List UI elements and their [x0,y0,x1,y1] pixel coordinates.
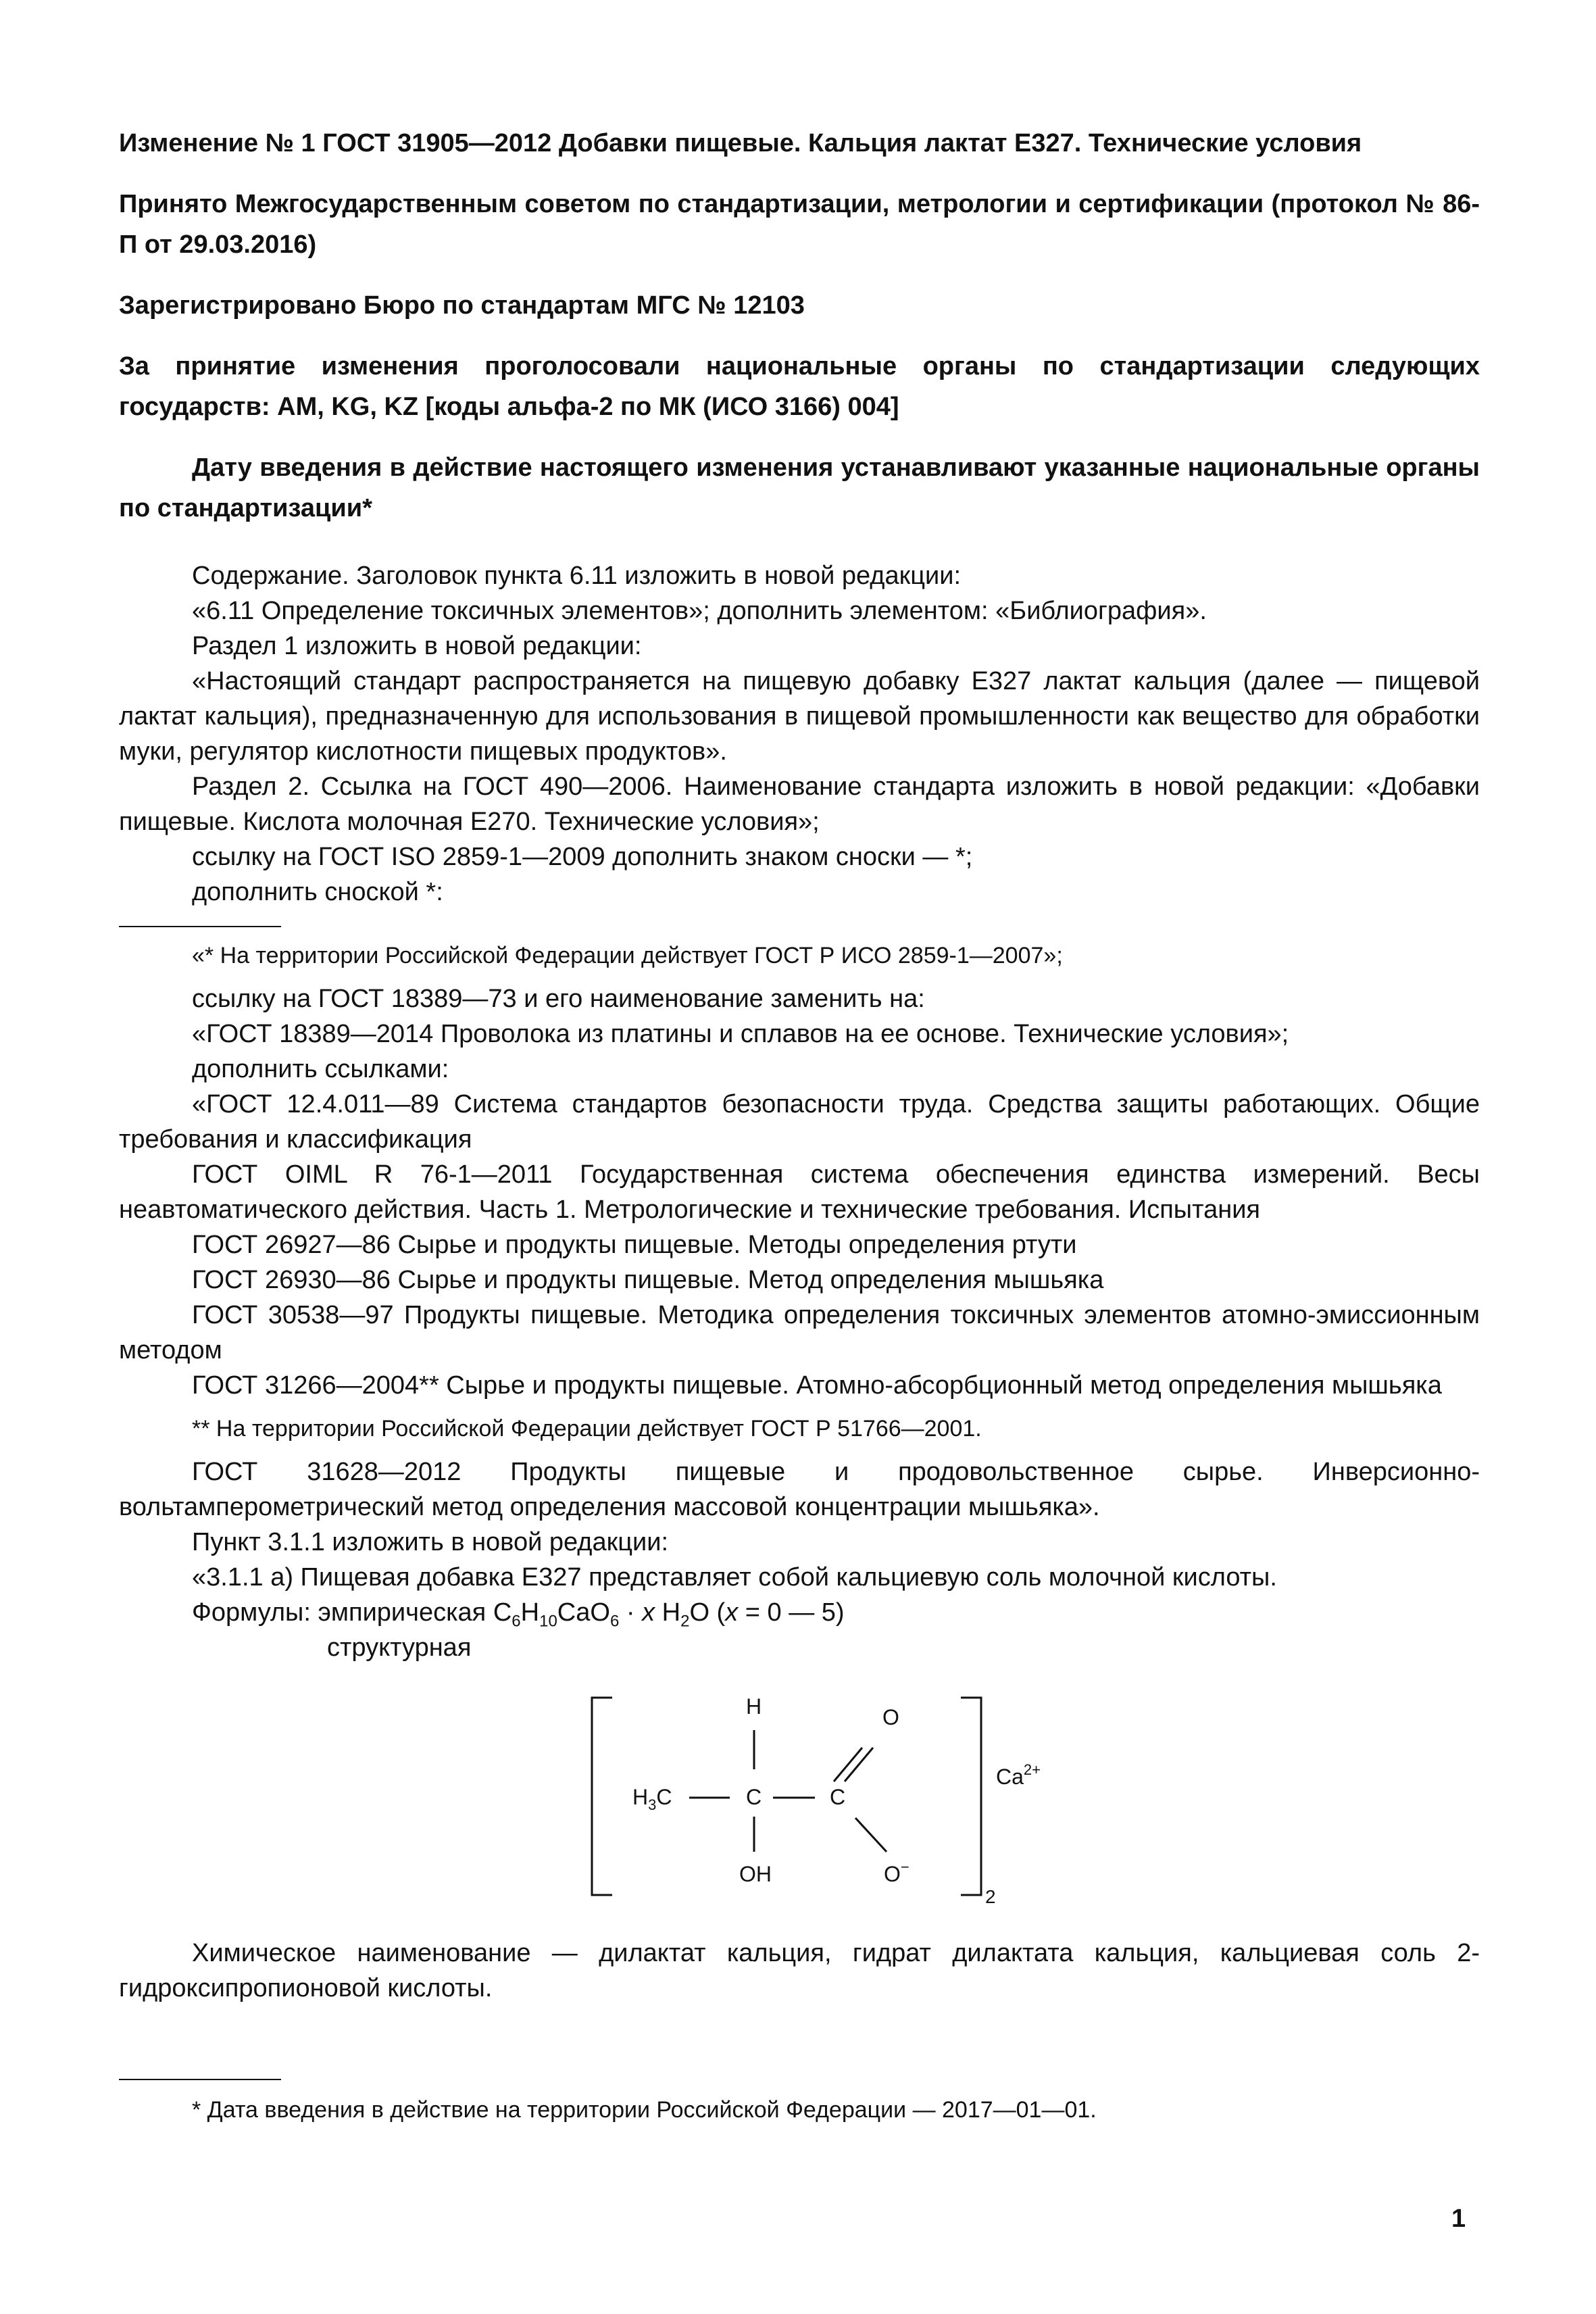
paragraph: Химическое наименование — дилактат кальция, гидрат дилактата кальция, кальциевая соль 2-гидроксипропионовой кислоты. [119,1939,1480,2002]
left-bracket [592,1698,612,1895]
structural-formula [119,1685,1480,1909]
registration-statement: Зарегистрировано Бюро по стандартам МГС № 12103 [119,291,805,320]
page-number: 1 [1451,2205,1466,2233]
footnote-text: * Дата введения в действие на территории Российской Федерации — 2017—01—01. [192,2097,1097,2123]
page-content [119,123,1480,2006]
paragraph: Пункт 3.1.1 изложить в новой редакции: [192,1528,669,1556]
paragraph: дополнить сноской *: [192,878,443,906]
atom-h3c: $H_3C$ [632,1785,672,1813]
amendment-title: Изменение № 1 ГОСТ 31905—2012 Добавки пищевые. Кальция лактат E327. Технические условия [119,129,1362,157]
paragraph: «Настоящий стандарт распространяется на пищевую добавку E327 лактат кальция (далее — пищевой лактат кальция), предназначенную для использования в пищевой промышленности как вещество для обработки муки, регулятор кислотности пищевых продуктов». [119,667,1480,766]
footnote-divider [119,2079,281,2080]
structural-label: структурная [327,1633,472,1662]
formula-label: Формулы: эмпирическая [192,1598,493,1627]
paragraph: ГОСТ 31266—2004** Сырье и продукты пищевые. Атомно-абсорбционный метод определения мышьяка [192,1371,1442,1400]
paragraph: ГОСТ 26927—86 Сырье и продукты пищевые. Методы определения ртути [192,1231,1077,1259]
paragraph: ссылку на ГОСТ ISO 2859-1—2009 дополнить знаком сноски — *; [192,843,973,871]
paragraph: дополнить ссылками: [192,1055,449,1083]
paragraph: ГОСТ 31628—2012 Продукты пищевые и продовольственное сырье. Инверсионно-вольтамперометрический метод определения массовой концентрации мышьяка». [119,1458,1480,1521]
paragraph: «ГОСТ 12.4.011—89 Система стандартов безопасности труда. Средства защиты работающих. Общие требования и классификация [119,1090,1480,1154]
paragraph: «ГОСТ 18389—2014 Проволока из платины и сплавов на ее основе. Технические условия»; [192,1020,1289,1048]
atom-h: H [746,1694,762,1719]
empirical-formula-line: Формулы: эмпирическая $C_6H_{10}CaO_6 \cdot x$ $H_2O$ (x = 0 — 5) [192,1598,845,1631]
page-footnote [119,2079,1480,2126]
atom-o-top: O [882,1705,899,1729]
atom-o-minus: O− [884,1858,909,1886]
amendment-header [119,123,1480,528]
atom-c1: C [746,1785,762,1809]
atom-c2: C [830,1785,846,1809]
adoption-statement: Принято Межгосударственным советом по стандартизации, метрологии и сертификации (протокол № 86-П от 29.03.2016) [119,190,1480,259]
paragraph: ГОСТ OIML R 76-1—2011 Государственная система обеспечения единства измерений. Весы неавтоматического действия. Часть 1. Метрологические и технические требования. Испытания [119,1160,1480,1224]
paragraph: Раздел 2. Ссылка на ГОСТ 490—2006. Наименование стандарта изложить в новой редакции: «Добавки пищевые. Кислота молочная E270. Технические условия»; [119,772,1480,836]
bracket-subscript: 2 [985,1886,996,1907]
paragraph: «6.11 Определение токсичных элементов»; дополнить элементом: «Библиография». [192,597,1207,625]
atom-oh: OH [739,1862,772,1886]
paragraph: ГОСТ 26930—86 Сырье и продукты пищевые. Метод определения мышьяка [192,1266,1104,1294]
inline-footnote: «* На территории Российской Федерации действует ГОСТ Р ИСО 2859-1—2007»; [192,943,1063,968]
bond-c-ominus [855,1818,887,1852]
voting-statement: За принятие изменения проголосовали национальные органы по стандартизации следующих государств: AM, KG, KZ [коды альфа-2 по МК (ИСО 3166) 004] [119,352,1480,421]
paragraph: Содержание. Заголовок пункта 6.11 изложить в новой редакции: [192,562,962,590]
structural-formula-drawing [119,1685,1480,1909]
footnote-divider [119,926,281,927]
amendment-body [119,558,1480,2006]
paragraph: Раздел 1 изложить в новой редакции: [192,632,642,660]
paragraph: ГОСТ 30538—97 Продукты пищевые. Методика определения токсичных элементов атомно-эмиссионным методом [119,1301,1480,1364]
inline-footnote: ** На территории Российской Федерации действует ГОСТ Р 51766—2001. [192,1416,982,1442]
calcium-ion: $Ca^{2+}$ [996,1761,1041,1789]
effective-date-note: Дату введения в действие настоящего изменения устанавливают указанные национальные органы по стандартизации* [119,453,1480,522]
paragraph: «3.1.1 а) Пищевая добавка E327 представляет собой кальциевую соль молочной кислоты. [192,1563,1277,1592]
right-bracket [961,1698,981,1895]
paragraph: ссылку на ГОСТ 18389—73 и его наименование заменить на: [192,985,925,1013]
